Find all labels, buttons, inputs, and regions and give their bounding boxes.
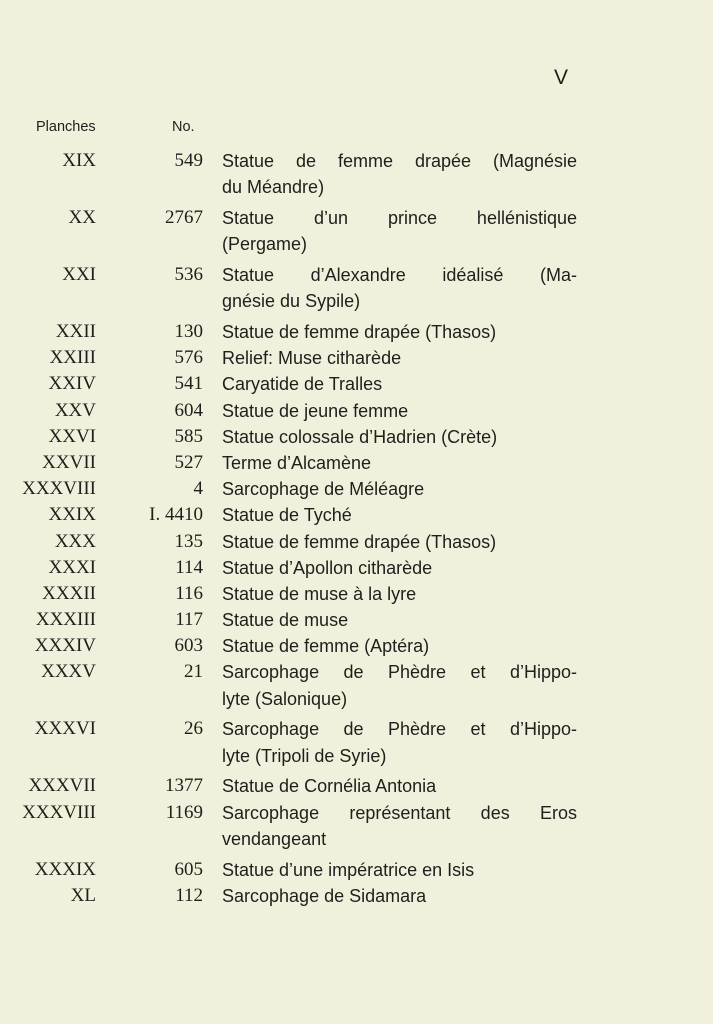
description-line: Statue de femme drapée (Magnésie [222,151,577,171]
description-line: Statue de femme (Aptéra) [222,636,430,657]
list-item [0,800,713,857]
list-item [0,502,713,528]
description [222,883,577,909]
description [222,633,577,659]
list-item [0,476,713,502]
list-item [0,398,713,424]
catalog-number: 576 [174,347,203,369]
plate-number: XXIV [48,373,96,395]
description [222,857,577,883]
description-line: Relief: Muse citharède [222,348,402,369]
description-line: Statue d’une impératrice en Isis [222,859,475,880]
list-item [0,607,713,633]
description [222,581,577,607]
description [222,716,577,768]
description [222,371,577,397]
description-line: Statue de Cornélia Antonia [222,776,437,797]
description-line: Sarcophage représentant des Eros [222,802,577,823]
page-number: V [554,66,569,89]
catalog-number: 549 [174,150,203,171]
description [222,398,577,424]
plate-number: XXXI [48,556,96,578]
description-line: lyte (Tripoli de Syrie) [222,745,387,766]
description [222,502,577,528]
list-item [0,262,713,319]
description-line: Statue de jeune femme [222,400,409,421]
plate-number: XXXIX [34,858,96,880]
catalog-number: 536 [174,264,203,285]
plate-number: XXXVIII [22,478,96,500]
description [222,450,577,476]
catalog-number: 21 [184,661,203,683]
catalog-number: I. 4410 [149,504,203,526]
plates-list [0,148,713,909]
plate-number: XXII [55,321,96,342]
description-line: (Pergame) [222,234,308,255]
description [222,148,577,200]
list-item [0,371,713,397]
catalog-number: 604 [174,399,203,421]
list-item [0,857,713,883]
description-line: Sarcophage de Sidamara [222,885,427,906]
description [222,555,577,581]
list-item [0,205,713,262]
description-line: Statue d’un prince hellénistique [222,208,577,228]
plate-number: XXV [54,399,96,421]
list-item [0,345,713,371]
plate-number: XXVI [48,425,96,447]
plate-number: XXIII [49,347,96,369]
description [222,800,577,852]
description-line: Statue colossale d’Hadrien (Crète) [222,426,498,447]
description-line: lyte (Salonique) [222,688,348,709]
catalog-number: 605 [174,858,203,880]
description [222,262,577,314]
catalog-number: 603 [174,635,203,657]
description [222,345,577,371]
description [222,476,577,502]
catalog-number: 1169 [165,801,203,823]
description-line: Statue d’Alexandre idéalisé (Ma- [222,265,577,285]
list-item [0,424,713,450]
catalog-number: 585 [174,425,203,447]
description-line: Statue d’Apollon citharède [222,557,433,578]
description-line: Statue de femme drapée (Thasos) [222,322,497,342]
description-line: Terme d’Alcamène [222,452,372,473]
description-line: Sarcophage de Phèdre et d’Hippo- [222,719,577,740]
catalog-number: 135 [174,530,203,552]
plate-number: XXXVIII [22,801,96,823]
column-header-no: No. [172,119,195,135]
plate-number: XXXV [41,661,96,683]
plate-number: XXXVI [34,718,96,740]
description-line: gnésie du Sypile) [222,291,361,312]
description-line: Statue de femme drapée (Thasos) [222,531,497,552]
description [222,659,577,711]
description [222,205,577,257]
catalog-number: 2767 [165,207,203,228]
description-line: Statue de Tyché [222,505,352,526]
catalog-number: 130 [174,321,203,342]
plate-number: XX [68,207,96,228]
description-line: Caryatide de Tralles [222,374,383,395]
plate-number: XL [70,884,96,906]
description [222,773,577,799]
plate-number: XIX [62,150,96,171]
list-item [0,581,713,607]
plate-number: XXXIV [34,635,96,657]
plate-number: XXXII [42,582,96,604]
list-item [0,529,713,555]
catalog-number: 117 [175,609,203,631]
catalog-number: 116 [175,582,203,604]
catalog-number: 112 [175,884,203,906]
description-line: vendangeant [222,828,327,849]
list-item [0,319,713,345]
plate-number: XXX [54,530,96,552]
plate-number: XXI [62,264,96,285]
catalog-number: 114 [175,556,203,578]
plate-number: XXIX [48,504,96,526]
list-item [0,883,713,909]
catalog-number: 541 [174,373,203,395]
catalog-number: 1377 [165,775,203,797]
description-line: Statue de muse à la lyre [222,583,417,604]
description [222,607,577,633]
catalog-number: 527 [174,451,203,473]
description-line: Sarcophage de Phèdre et d’Hippo- [222,662,577,683]
description [222,319,577,345]
description [222,424,577,450]
column-header-planches: Planches [36,119,96,135]
list-item [0,716,713,773]
description-line: du Méandre) [222,177,325,198]
list-item [0,633,713,659]
list-item [0,659,713,716]
list-item [0,773,713,799]
catalog-number: 26 [184,718,203,740]
plate-number: XXVII [42,451,96,473]
list-item [0,555,713,581]
list-item [0,450,713,476]
description-line: Sarcophage de Méléagre [222,479,425,500]
plate-number: XXXIII [35,609,96,631]
description-line: Statue de muse [222,610,349,631]
list-item [0,148,713,205]
description [222,529,577,555]
catalog-number: 4 [193,478,203,500]
plate-number: XXXVII [28,775,96,797]
